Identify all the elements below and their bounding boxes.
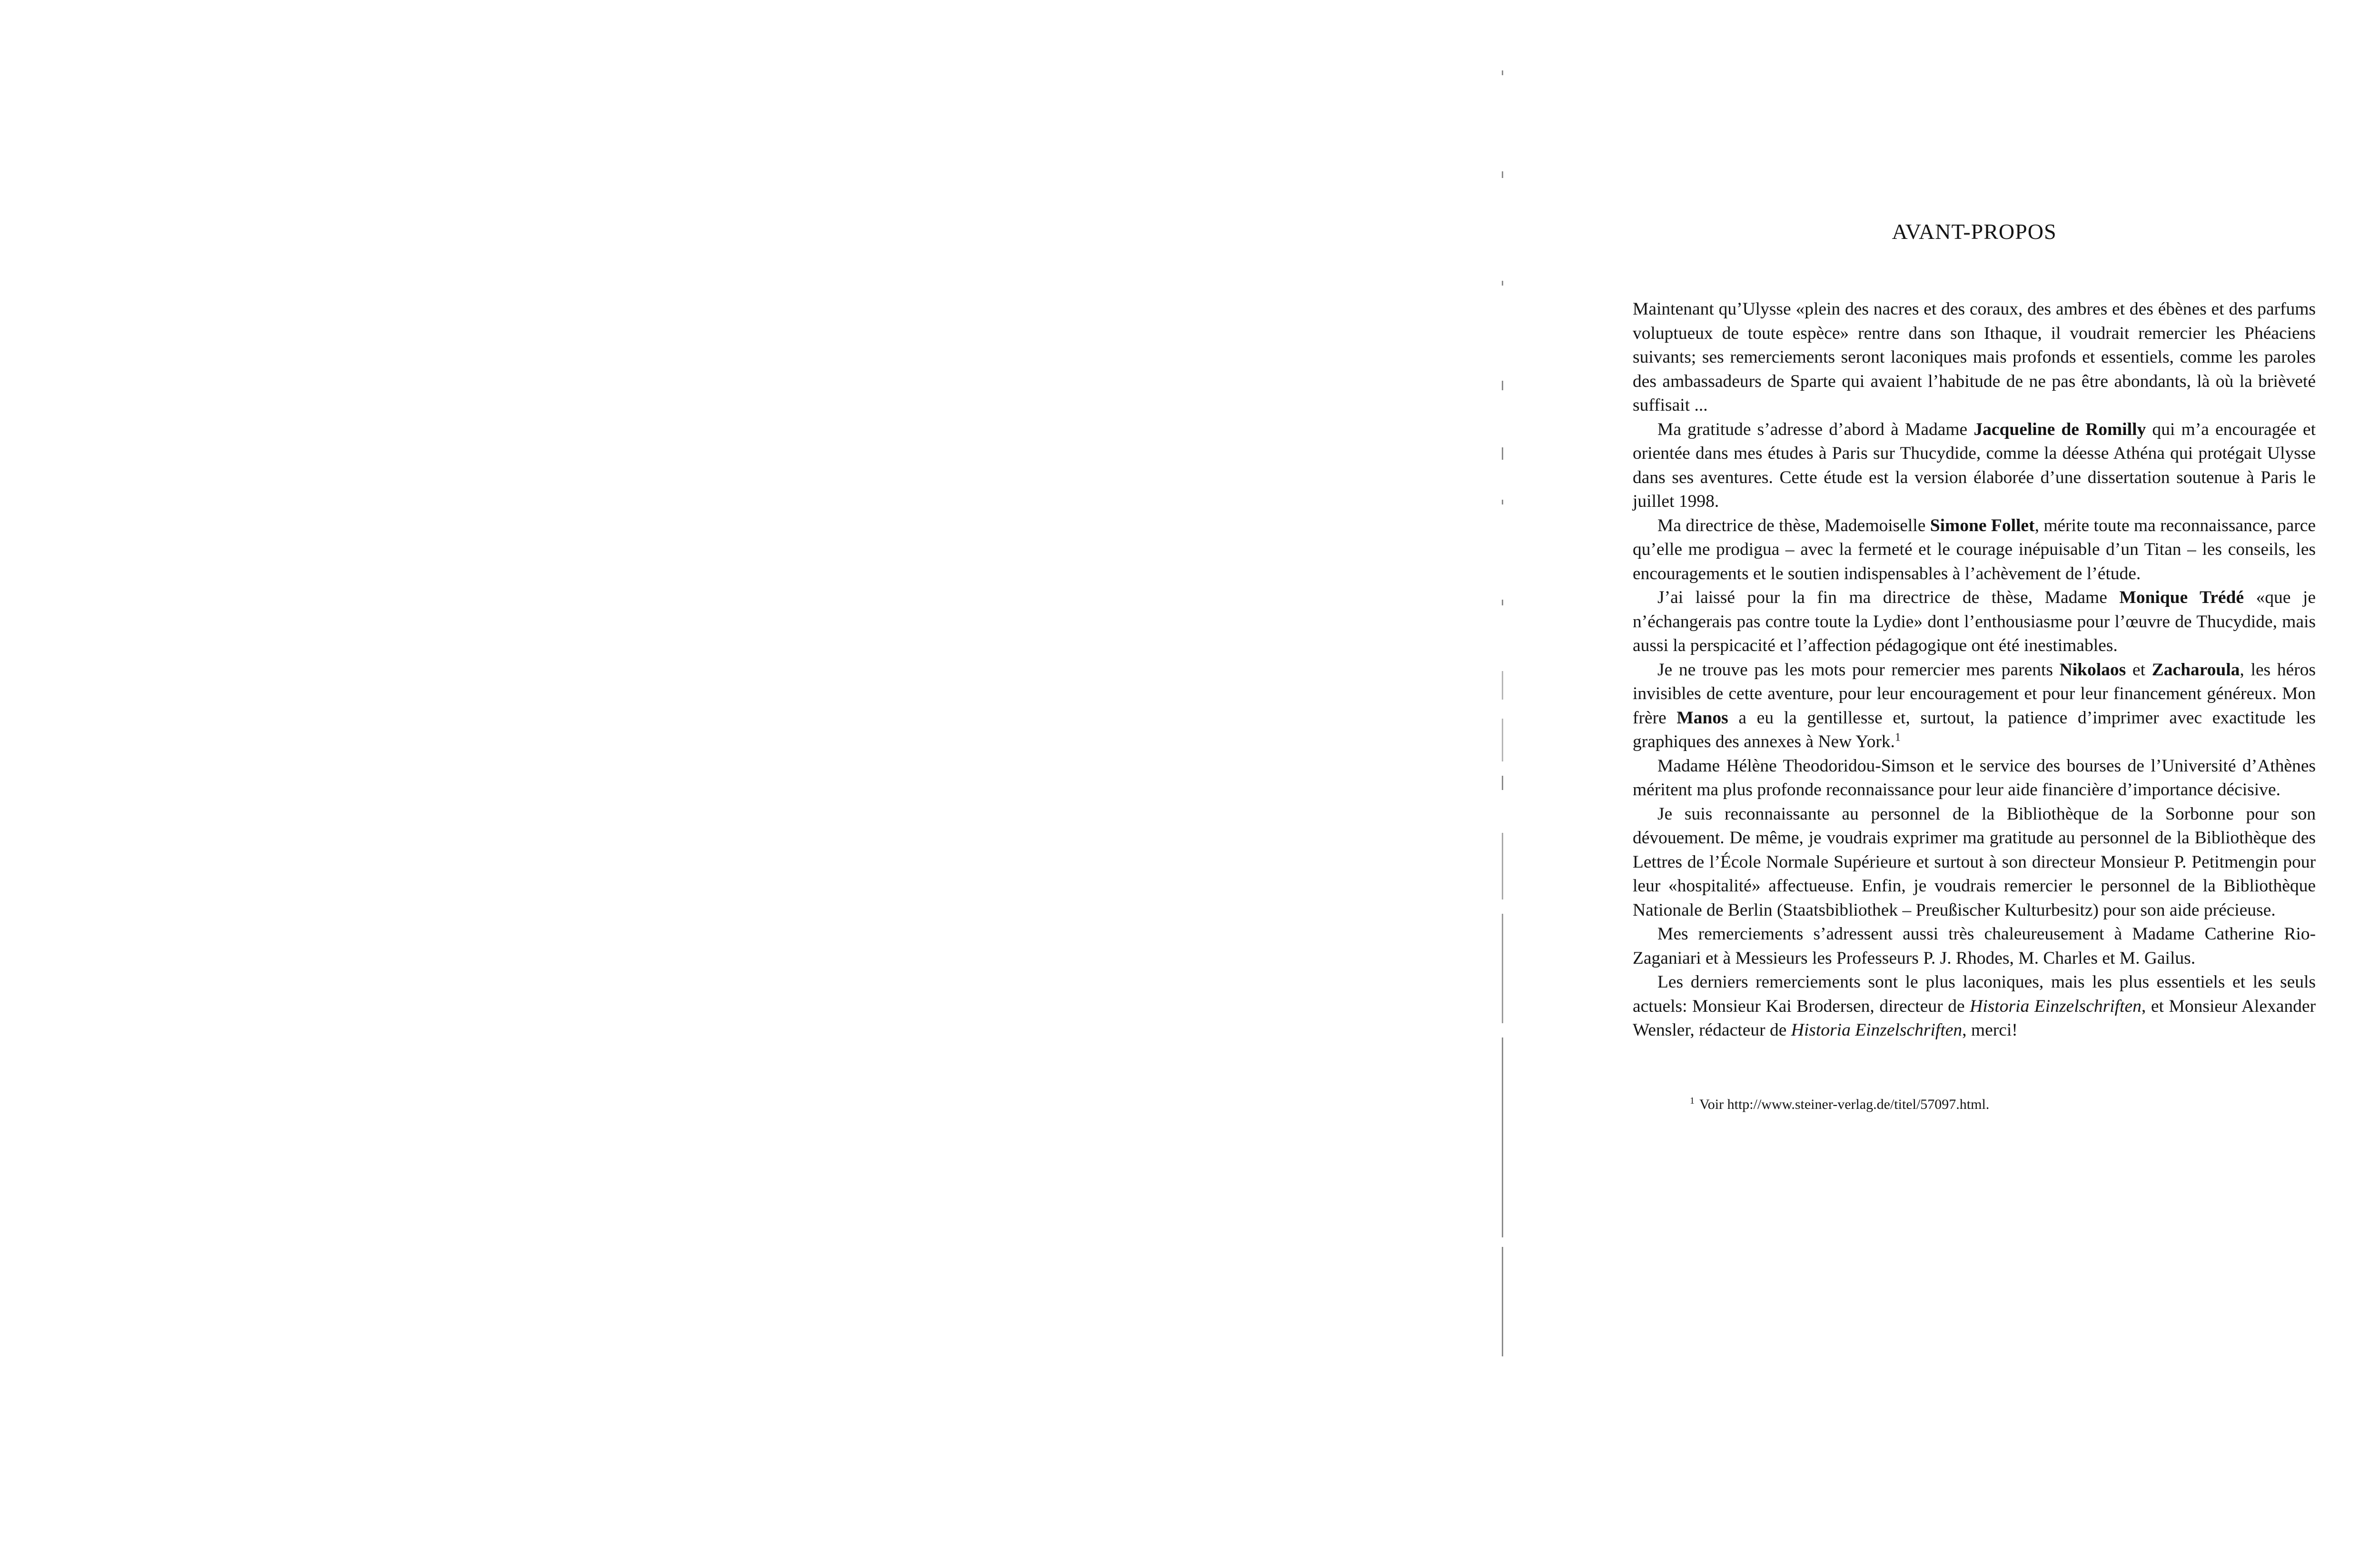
series-title: Historia Einzelschriften: [1970, 996, 2142, 1016]
footnote-reference: 1: [1894, 731, 1901, 744]
paragraph-libraries: Je suis reconnaissante au personnel de la Bibliothèque de la Sorbonne pour son dévouement. De même, je voudrais exprimer ma gratitude au personnel de la Bibliothèque des Lettres de l’École Normale Supérieure et surtout à son directeur Monsieur P. Petitmengin pour leur «hospitalité» affectueuse. Enfin, je voudrais remercier le personnel de la Bibliothèque Nationale de Berlin (Staatsbibliothek – Preußischer Kulturbesitz) pour son aide précieuse.: [1633, 804, 2316, 920]
paragraph-follet: Ma directrice de thèse, Mademoiselle Simone Follet, mérite toute ma reconnaissance, parce qu’elle me prodigua – avec la fermeté et le courage inépuisable d’un Titan – les conseils, les encouragements et le soutien indispensables à l’achèvement de l’étude.: [1633, 515, 2316, 583]
name-zacharoula: Zacharoula: [2152, 660, 2240, 680]
paragraph-parents: Je ne trouve pas les mots pour remercier mes parents Nikolaos et Zacharoula, les héros invisibles de cette aventure, pour leur encouragement et pour leur financement généreux. Mon frère Manos a eu la gentillesse et, surtout, la patience d’imprimer avec exactitude les graphiques des annexes à New York.$^1$: [1633, 660, 2316, 751]
gutter-mark: [1502, 447, 1503, 460]
gutter-mark: [1502, 281, 1503, 286]
foreword-body: [1633, 297, 2316, 1043]
paragraph-trede: J’ai laissé pour la fin ma directrice de thèse, Madame Monique Trédé «que je n’échangerais pas contre toute la Lydie» dont l’enthousiasme pour l’œuvre de Thucydide, mais aussi la perspicacité et l’affection pédagogique ont été inestimables.: [1633, 588, 2316, 655]
gutter-mark: [1502, 500, 1503, 504]
gutter-mark: [1502, 776, 1503, 790]
footnote: [1690, 1095, 2316, 1114]
right-page: [1633, 200, 2316, 1114]
paragraph-athens: Madame Hélène Theodoridou-Simson et le service des bourses de l’Université d’Athènes méritent ma plus profonde reconnaissance pour leur aide financière d’importance décisive.: [1633, 756, 2316, 800]
name-jacqueline-de-romilly: Jacqueline de Romilly: [1973, 419, 2146, 439]
series-title: Historia Einzelschriften: [1791, 1020, 1963, 1040]
gutter-mark: [1502, 1247, 1503, 1356]
paragraph-romilly: Ma gratitude s’adresse d’abord à Madame Jacqueline de Romilly qui m’a encouragée et orientée dans mes études à Paris sur Thucydide, comme la déesse Athéna qui protégait Ulysse dans ses aventures. Cette étude est la version élaborée d’une dissertation soutenue à Paris le juillet 1998.: [1633, 419, 2316, 511]
gutter-mark: [1502, 171, 1503, 178]
name-monique-trede: Monique Trédé: [2119, 588, 2244, 607]
name-nikolaos: Nikolaos: [2059, 660, 2126, 680]
gutter-mark: [1502, 833, 1503, 899]
gutter-mark: [1502, 1037, 1503, 1237]
gutter-mark: [1502, 381, 1503, 390]
gutter-mark: [1502, 671, 1503, 700]
footnote-text: Voir http://www.steiner-verlag.de/titel/57097.html.: [1699, 1096, 1990, 1112]
name-manos: Manos: [1676, 708, 1728, 728]
paragraph-final: Les derniers remerciements sont le plus laconiques, mais les plus essentiels et les seuls actuels: Monsieur Kai Brodersen, directeur de Historia Einzelschriften, et Monsieur Alexander Wensler, rédacteur de Historia Einzelschriften, merci!: [1633, 972, 2316, 1040]
paragraph-professors: Mes remerciements s’adressent aussi très chaleureusement à Madame Catherine Rio-Zaganiari et à Messieurs les Professeurs P. J. Rhodes, M. Charles et M. Gailus.: [1633, 924, 2316, 968]
gutter-mark: [1502, 70, 1503, 75]
page-gutter: [1502, 62, 1504, 1299]
name-simone-follet: Simone Follet: [1930, 515, 2035, 535]
gutter-mark: [1502, 719, 1503, 761]
footnote-mark: 1: [1690, 1095, 1695, 1106]
gutter-mark: [1502, 600, 1503, 605]
page-title: AVANT-PROPOS: [1892, 219, 2057, 244]
paragraph-opening: Maintenant qu’Ulysse «plein des nacres et des coraux, des ambres et des ébènes et des parfums voluptueux de toute espèce» rentre dans son Ithaque, il voudrait remercier les Phéaciens suivants; ses remerciements seront laconiques mais profonds et essentiels, comme les paroles des ambassadeurs de Sparte qui avaient l’habitude de ne pas être abondants, là où la brièveté suffisait ...: [1633, 299, 2316, 415]
gutter-mark: [1502, 914, 1503, 1023]
